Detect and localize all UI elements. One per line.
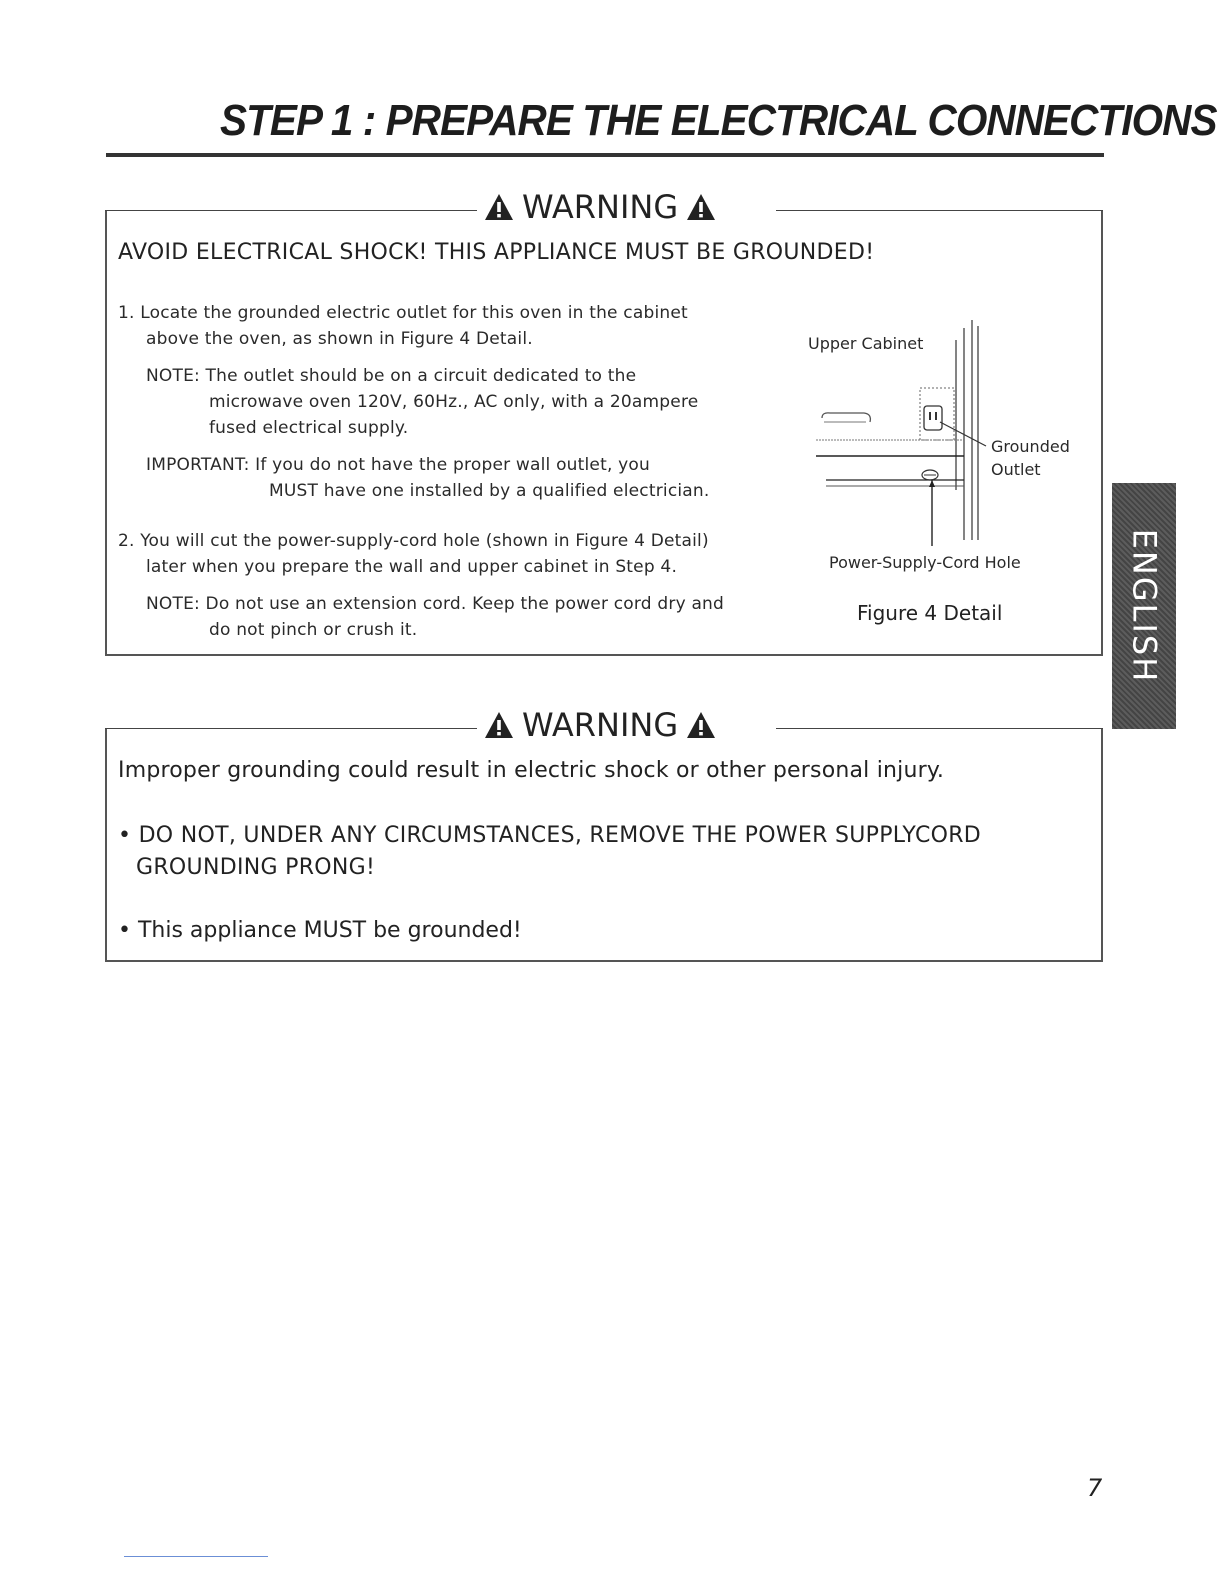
box2-top-line-left xyxy=(105,728,477,729)
warning-heading-1-text: WARNING xyxy=(522,188,679,226)
step2-line2: later when you prepare the wall and upper cabinet in Step 4. xyxy=(146,557,678,577)
warning-subheading: AVOID ELECTRICAL SHOCK! THIS APPLIANCE MUST BE GROUNDED! xyxy=(118,240,875,265)
warning2-bullet1-line1: • DO NOT, UNDER ANY CIRCUMSTANCES, REMOVE THE POWER SUPPLYCORD xyxy=(118,823,982,848)
language-side-tab-label xyxy=(1112,483,1176,729)
warning-heading-2 xyxy=(484,706,716,744)
figure-label-cord-hole: Power-Supply-Cord Hole xyxy=(829,553,1021,572)
warning-heading-2-text: WARNING xyxy=(522,706,679,744)
note1-line2: microwave oven 120V, 60Hz., AC only, with a 20ampere xyxy=(209,392,699,412)
warning2-bullet2: • This appliance MUST be grounded! xyxy=(118,918,522,943)
warning2-line1: Improper grounding could result in electric shock or other personal injury. xyxy=(118,758,945,783)
important-line2: MUST have one installed by a qualified electrician. xyxy=(269,481,710,501)
warning-triangle-icon xyxy=(686,193,716,221)
warning-triangle-icon xyxy=(484,711,514,739)
title-rule xyxy=(106,153,1104,157)
page-title: STEP 1 : PREPARE THE ELECTRICAL CONNECTIONS xyxy=(220,96,1217,145)
note1-line1: NOTE: The outlet should be on a circuit dedicated to the xyxy=(146,366,637,386)
footer-rule xyxy=(124,1556,268,1557)
warning-triangle-icon xyxy=(484,193,514,221)
box1-top-line-left xyxy=(105,210,477,211)
warning2-bullet1-line2: GROUNDING PRONG! xyxy=(136,855,376,880)
figure-label-upper-cabinet: Upper Cabinet xyxy=(808,334,924,353)
figure-label-outlet: Outlet xyxy=(991,460,1041,479)
language-side-tab-text: ENGLISH xyxy=(1125,528,1163,684)
note2-line1: NOTE: Do not use an extension cord. Keep the power cord dry and xyxy=(146,594,725,614)
box2-top-line-right xyxy=(776,728,1103,729)
note1-line3: fused electrical supply. xyxy=(209,418,409,438)
page-number: 7 xyxy=(1087,1474,1103,1502)
step1-line2: above the oven, as shown in Figure 4 Detail. xyxy=(146,329,533,349)
warning-heading-1 xyxy=(484,188,716,226)
figure-caption: Figure 4 Detail xyxy=(857,601,1003,625)
box1-top-line-right xyxy=(776,210,1103,211)
step1-line1: 1. Locate the grounded electric outlet for this oven in the cabinet xyxy=(118,303,688,323)
warning-triangle-icon xyxy=(686,711,716,739)
figure-label-grounded: Grounded xyxy=(991,437,1070,456)
important-line1: IMPORTANT: If you do not have the proper wall outlet, you xyxy=(146,455,651,475)
note2-line2: do not pinch or crush it. xyxy=(209,620,418,640)
step2-line1: 2. You will cut the power-supply-cord hole (shown in Figure 4 Detail) xyxy=(118,531,709,551)
